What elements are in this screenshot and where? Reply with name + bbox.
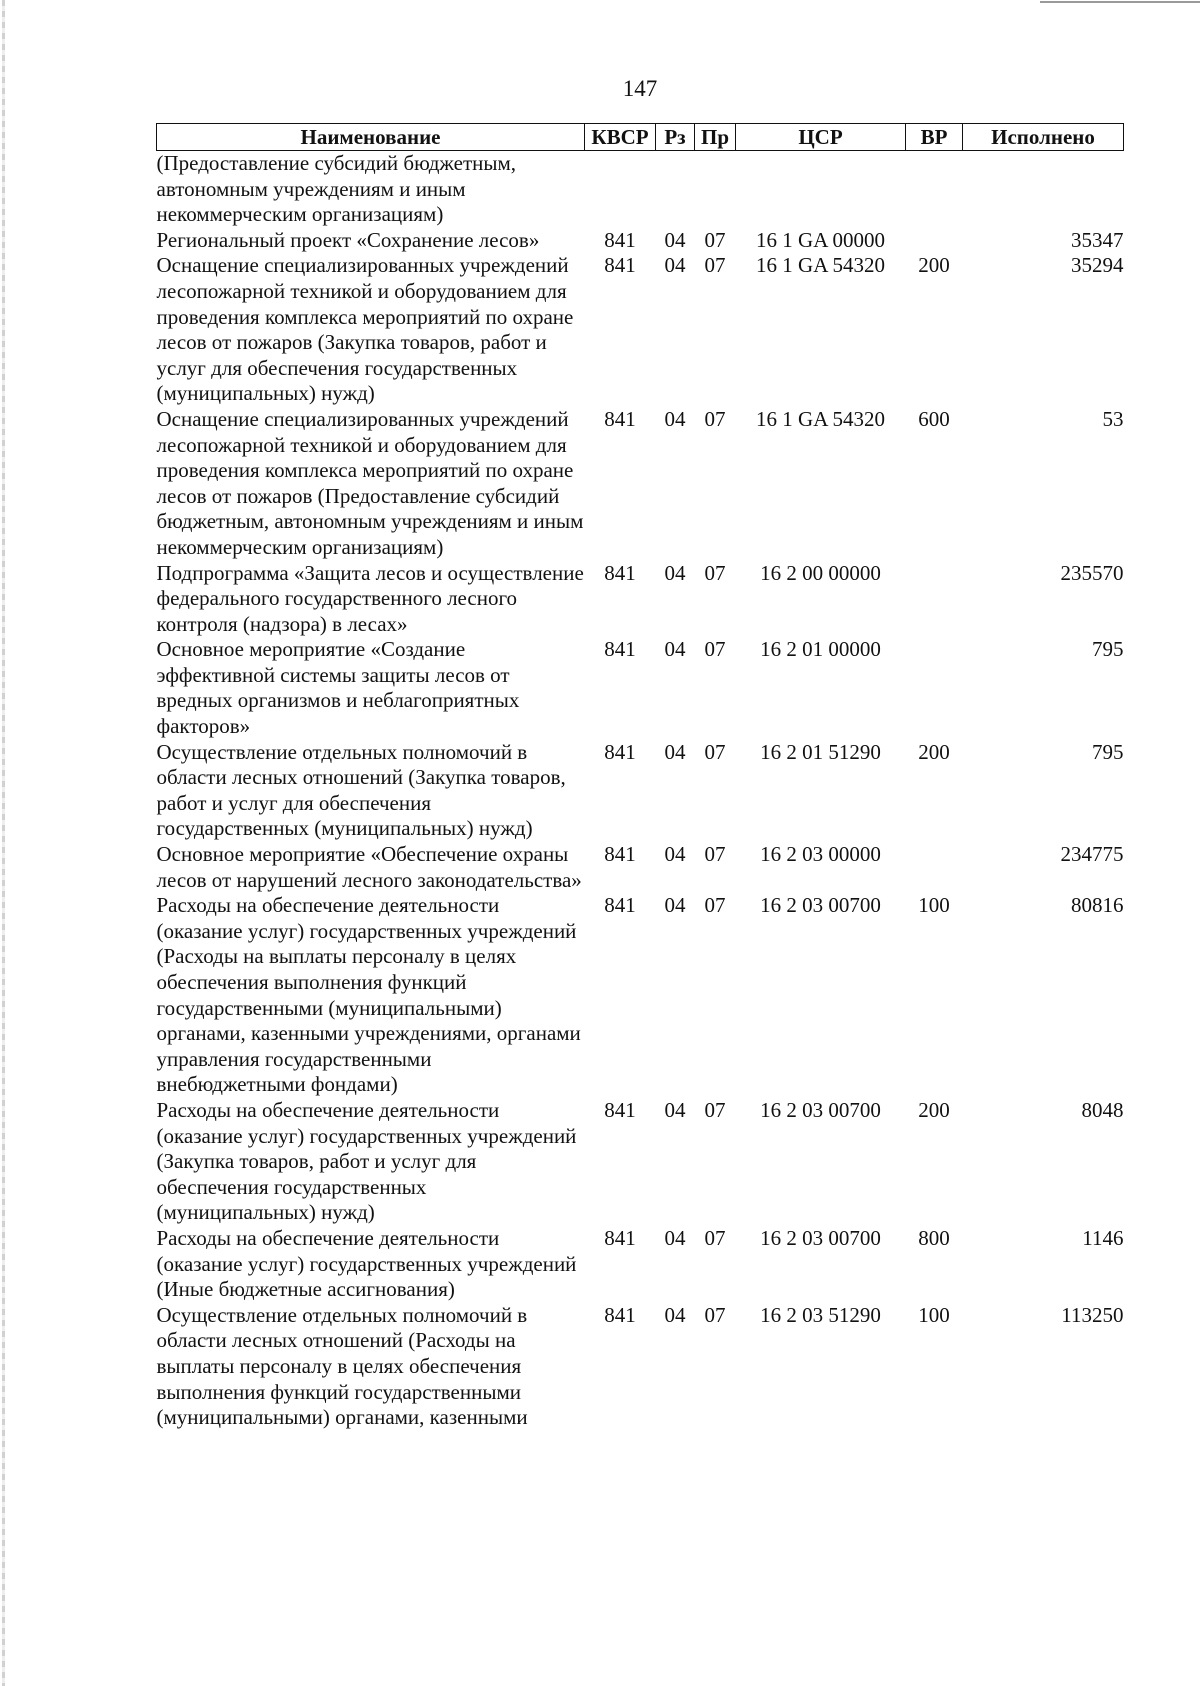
cell-vr: 600 <box>918 406 950 431</box>
cell-vr <box>906 561 963 638</box>
cell-name: Региональный проект «Сохранение лесов» <box>156 227 540 252</box>
cell-vr: 200 <box>918 253 950 278</box>
cell-rz: 04 <box>664 739 686 764</box>
budget-table <box>156 123 1124 1431</box>
cell-pr: 07 <box>704 893 726 918</box>
cell-name: Расходы на обеспечение деятельности (оказание услуг) государственных учреждений (Иные бюджетные ассигнования) <box>156 1225 577 1302</box>
cell-kvsr: 841 <box>604 739 636 764</box>
header-rz: Рз <box>656 124 695 151</box>
cell-rz: 04 <box>664 253 686 278</box>
cell-vr: 800 <box>918 1225 950 1250</box>
cell-vr <box>906 151 963 228</box>
header-csr: ЦСР <box>736 124 906 151</box>
cell-rz: 04 <box>664 227 686 252</box>
cell-executed: 35347 <box>1071 227 1124 252</box>
cell-rz: 04 <box>664 842 686 867</box>
table-row <box>157 842 1124 893</box>
cell-rz: 04 <box>664 637 686 662</box>
cell-kvsr: 841 <box>604 1097 636 1122</box>
cell-executed <box>963 151 1124 228</box>
cell-pr: 07 <box>704 406 726 431</box>
table-body <box>157 151 1124 1431</box>
cell-vr: 200 <box>918 739 950 764</box>
cell-executed: 113250 <box>1061 1302 1124 1327</box>
cell-name: Оснащение специализированных учреждений лесопожарной техникой и оборудованием для проведения комплекса мероприятий по охране лесов от пожаров (Предоставление субсидий бюджетным, автономным учреждениям и иным некоммерческим организациям) <box>156 406 584 559</box>
cell-csr: 16 2 01 00000 <box>760 637 881 662</box>
header-name: Наименование <box>157 124 585 151</box>
cell-name: Осуществление отдельных полномочий в области лесных отношений (Расходы на выплаты персоналу в целях обеспечения выполнения функций государственными (муниципальными) органами, казенными <box>156 1302 528 1430</box>
cell-csr: 16 2 03 00700 <box>760 1097 881 1122</box>
cell-name: Оснащение специализированных учреждений лесопожарной техникой и оборудованием для проведения комплекса мероприятий по охране лесов от пожаров (Закупка товаров, работ и услуг для обеспечения государственных (муниципальных) нужд) <box>156 253 574 406</box>
cell-rz <box>656 151 695 228</box>
cell-vr <box>906 637 963 739</box>
header-vr: ВР <box>906 124 963 151</box>
cell-executed: 235570 <box>1060 560 1124 585</box>
cell-vr: 200 <box>918 1097 950 1122</box>
header-kvsr: КВСР <box>585 124 656 151</box>
cell-csr: 16 2 01 51290 <box>760 739 881 764</box>
cell-name: Расходы на обеспечение деятельности (оказание услуг) государственных учреждений (Расходы на выплаты персоналу в целях обеспечения выполнения функций государственными (муниципальными) органами, казенными учреждениями, органами управления государственными внебюджетными фондами) <box>156 893 581 1097</box>
cell-pr: 07 <box>704 560 726 585</box>
cell-name: Основное мероприятие «Создание эффективной системы защиты лесов от вредных организмов и неблагоприятных факторов» <box>156 637 520 739</box>
cell-csr: 16 1 GA 54320 <box>756 406 885 431</box>
cell-csr: 16 2 00 00000 <box>760 560 881 585</box>
cell-kvsr: 841 <box>604 227 636 252</box>
cell-pr: 07 <box>704 739 726 764</box>
cell-kvsr: 841 <box>604 1225 636 1250</box>
cell-executed: 35294 <box>1071 253 1124 278</box>
cell-csr <box>736 151 906 228</box>
cell-kvsr: 841 <box>604 842 636 867</box>
cell-executed: 234775 <box>1060 842 1124 867</box>
table-row <box>157 740 1124 842</box>
cell-executed: 795 <box>1092 739 1124 764</box>
cell-pr: 07 <box>704 637 726 662</box>
cell-rz: 04 <box>664 1225 686 1250</box>
cell-pr: 07 <box>704 1302 726 1327</box>
cell-pr: 07 <box>704 842 726 867</box>
cell-csr: 16 2 03 00700 <box>760 1225 881 1250</box>
table-header <box>157 124 1124 151</box>
table-row <box>157 561 1124 638</box>
cell-pr: 07 <box>704 1225 726 1250</box>
cell-kvsr: 841 <box>604 406 636 431</box>
cell-vr: 100 <box>918 893 950 918</box>
cell-vr: 100 <box>918 1302 950 1327</box>
table-row <box>157 253 1124 407</box>
cell-name: (Предоставление субсидий бюджетным, автономным учреждениям и иным некоммерческим организациям) <box>156 151 517 227</box>
cell-csr: 16 1 GA 00000 <box>756 227 885 252</box>
table-row <box>157 407 1124 561</box>
table-row <box>157 1226 1124 1303</box>
cell-name: Осуществление отдельных полномочий в области лесных отношений (Закупка товаров, работ и услуг для обеспечения государственных (муниципальных) нужд) <box>156 739 566 841</box>
cell-executed: 795 <box>1092 637 1124 662</box>
scan-edge-artifact-top <box>1040 1 1200 3</box>
cell-kvsr: 841 <box>604 1302 636 1327</box>
header-row <box>157 124 1124 151</box>
cell-vr <box>906 842 963 893</box>
cell-vr <box>906 228 963 254</box>
scan-edge-artifact <box>2 0 5 1686</box>
cell-rz: 04 <box>664 560 686 585</box>
header-executed: Исполнено <box>963 124 1124 151</box>
cell-name: Расходы на обеспечение деятельности (оказание услуг) государственных учреждений (Закупка товаров, работ и услуг для обеспечения государственных (муниципальных) нужд) <box>156 1097 577 1225</box>
cell-name: Подпрограмма «Защита лесов и осуществление федерального государственного лесного контроля (надзора) в лесах» <box>156 560 584 636</box>
cell-csr: 16 2 03 51290 <box>760 1302 881 1327</box>
table-row <box>157 893 1124 1098</box>
cell-executed: 1146 <box>1082 1225 1124 1250</box>
cell-executed: 80816 <box>1071 893 1124 918</box>
page-number: 147 <box>622 76 658 101</box>
cell-pr: 07 <box>704 227 726 252</box>
cell-rz: 04 <box>664 406 686 431</box>
cell-kvsr: 841 <box>604 560 636 585</box>
cell-kvsr: 841 <box>604 637 636 662</box>
header-pr: Пр <box>695 124 736 151</box>
table-row <box>157 151 1124 228</box>
cell-kvsr <box>585 151 656 228</box>
cell-csr: 16 2 03 00000 <box>760 842 881 867</box>
cell-pr: 07 <box>704 1097 726 1122</box>
cell-csr: 16 2 03 00700 <box>760 893 881 918</box>
cell-pr: 07 <box>704 253 726 278</box>
cell-kvsr: 841 <box>604 893 636 918</box>
cell-name: Основное мероприятие «Обеспечение охраны лесов от нарушений лесного законодательства» <box>156 842 582 892</box>
cell-rz: 04 <box>664 1302 686 1327</box>
cell-executed: 53 <box>1102 406 1124 431</box>
cell-executed: 8048 <box>1081 1097 1124 1122</box>
cell-pr <box>695 151 736 228</box>
table-row <box>157 637 1124 739</box>
cell-rz: 04 <box>664 893 686 918</box>
table-row <box>157 228 1124 254</box>
table-row <box>157 1098 1124 1226</box>
cell-rz: 04 <box>664 1097 686 1122</box>
cell-kvsr: 841 <box>604 253 636 278</box>
table-row <box>157 1303 1124 1431</box>
cell-csr: 16 1 GA 54320 <box>756 253 885 278</box>
